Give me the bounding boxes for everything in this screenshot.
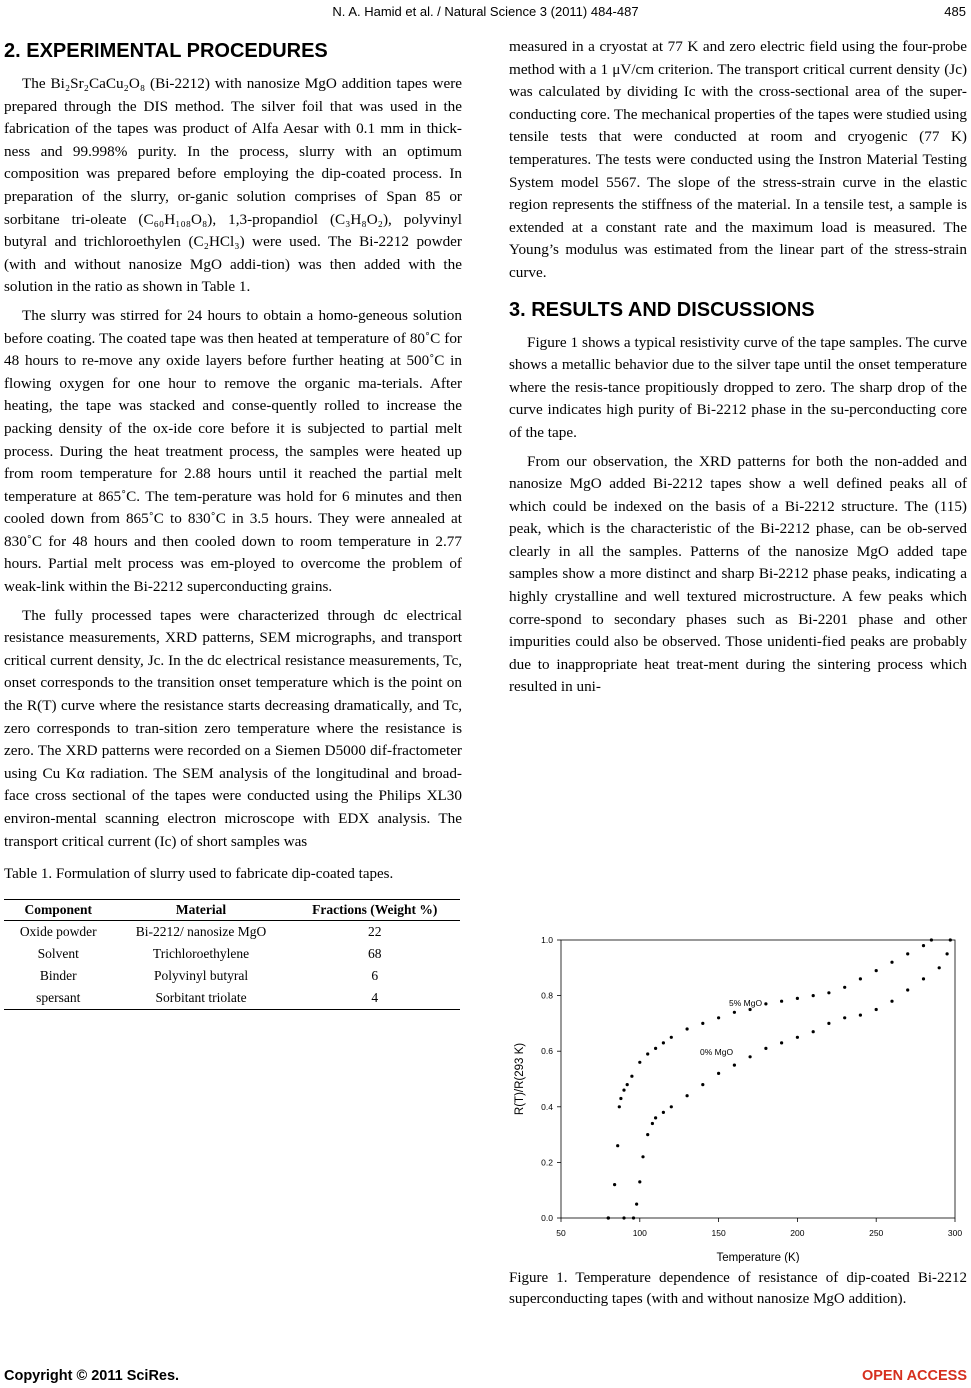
data-point-5-mgo — [619, 1097, 622, 1100]
table-cell: 22 — [368, 924, 382, 940]
table-header-cell: Component — [4, 900, 113, 921]
table-cell: Sorbitant triolate — [113, 987, 290, 1010]
y-tick-label: 0.4 — [541, 1101, 553, 1112]
data-point-0-mgo — [651, 1122, 654, 1125]
data-point-0-mgo — [812, 1030, 815, 1033]
data-point-5-mgo — [662, 1041, 665, 1044]
data-point-0-mgo — [780, 1041, 783, 1044]
open-access-label: OPEN ACCESS — [861, 1368, 967, 1384]
table-1-caption: Table 1. Formulation of slurry used to fabricate dip-coated tapes. — [4, 866, 394, 883]
data-point-5-mgo — [733, 1011, 736, 1014]
section-2-heading: 2. EXPERIMENTAL PROCEDURES — [4, 40, 328, 62]
data-point-5-mgo — [618, 1105, 621, 1108]
data-point-0-mgo — [946, 952, 949, 955]
figure-1 — [509, 928, 967, 1268]
data-point-5-mgo — [638, 1061, 641, 1064]
data-point-5-mgo — [875, 969, 878, 972]
data-point-5-mgo — [622, 1089, 625, 1092]
data-point-0-mgo — [607, 1216, 610, 1219]
data-point-0-mgo — [796, 1036, 799, 1039]
y-tick-label: 0.8 — [541, 990, 553, 1001]
y-tick-label: 0.6 — [541, 1046, 553, 1057]
data-point-0-mgo — [906, 988, 909, 991]
table-header-cell: Material — [113, 900, 290, 921]
data-point-0-mgo — [843, 1016, 846, 1019]
data-point-5-mgo — [780, 1000, 783, 1003]
x-tick-label: 300 — [947, 1228, 963, 1238]
data-point-0-mgo — [749, 1055, 752, 1058]
table-row — [4, 921, 460, 944]
table-row — [4, 987, 460, 1010]
paragraph: The slurry was stirred for 24 hours to obtain a homo-geneous solution before coating. The coated tape was then heated at temperature of 80˚C for 48 hours to re-move any oxide layers before further heating at 500˚C in flowing oxygen for one hour to remove the organic ma-terials. After heating, the tape was stacked and conse-quently rolled to increase the packing density of the ox-ide core before it is subjected to partial melt process. During the heat treatment process, the samples were heated up from room temperature for 2.88 hours until it reached the partial melt temperature at 865˚C. The tem-perature was hold for 6 minutes and then cooled down from 865˚C to 830˚C in 3.5 hours. They were annealed at 830˚C for 48 hours and then cooled down to room temperature in 2.77 hours. Partial melt process was em-ployed to overcome the problem of weak-link within the Bi-2212 superconducting grains. — [4, 306, 462, 596]
data-point-0-mgo — [638, 1180, 641, 1183]
data-point-5-mgo — [922, 944, 925, 947]
running-head: N. A. Hamid et al. / Natural Science 3 (2011) 484-487 — [332, 4, 639, 19]
data-point-0-mgo — [890, 1000, 893, 1003]
copyright: Copyright © 2011 SciRes. — [4, 1368, 180, 1384]
data-point-0-mgo — [662, 1111, 665, 1114]
legend-0-mgo: 0% MgO — [700, 1047, 734, 1057]
x-tick-label: 200 — [790, 1228, 805, 1238]
data-point-5-mgo — [646, 1052, 649, 1055]
table-1 — [4, 899, 460, 1010]
y-tick-label: 0.0 — [541, 1213, 553, 1223]
table-header-cell: Fractions (Weight %) — [290, 900, 460, 921]
data-point-5-mgo — [827, 991, 830, 994]
table-cell: Trichloroethylene — [152, 946, 250, 962]
x-axis-label: Temperature (K) — [716, 1252, 800, 1263]
data-point-5-mgo — [717, 1016, 720, 1019]
table-cell: Binder — [39, 968, 77, 984]
data-point-5-mgo — [630, 1075, 633, 1078]
data-point-5-mgo — [701, 1022, 704, 1025]
data-point-0-mgo — [922, 977, 925, 980]
data-point-5-mgo — [812, 994, 815, 997]
data-point-0-mgo — [949, 938, 952, 941]
data-point-0-mgo — [701, 1083, 704, 1086]
x-tick-label: 250 — [869, 1228, 884, 1238]
data-point-5-mgo — [616, 1144, 619, 1147]
table-cell: Polyvinyl butyral — [153, 968, 249, 984]
data-point-5-mgo — [890, 961, 893, 964]
table-row — [4, 965, 460, 987]
data-point-5-mgo — [670, 1036, 673, 1039]
data-point-5-mgo — [906, 952, 909, 955]
data-point-5-mgo — [764, 1002, 767, 1005]
data-point-0-mgo — [859, 1014, 862, 1017]
table-cell: Bi-2212/ nanosize MgO — [135, 924, 267, 940]
x-tick-label: 100 — [632, 1228, 647, 1238]
table-cell: 6 — [371, 968, 379, 984]
x-tick-label: 50 — [556, 1228, 566, 1238]
data-point-0-mgo — [670, 1105, 673, 1108]
x-tick-label: 150 — [711, 1228, 726, 1238]
paragraph: The Bi₂Sr₂CaCu₂O₈ (Bi-2212) with nanosize MgO addition tapes were prepared through the DIS method. The silver foil that was used in the fabrication of the tapes was product of Alfa Aesar with 0.1 mm in thick-ness and 99.998% purity. In the process, slurry with an optimum composition was prepared before employing the dip-coated process. In preparation of the slurry, or-ganic solution comprises of Span 85 or sorbitane tri-oleate (C₆₀H₁₀₈O₈), 1,3-propandiol (C₃H₈O₂), polyvinyl butyral and trichloroethylen (C₂HCl₃) were used. The Bi-2212 powder (with and without nanosize MgO addi-tion) was then added with the solution in the ratio as shown in Table 1. — [4, 75, 462, 296]
table-header-row — [4, 900, 460, 921]
y-axis-label: R(T)/R(293 K) — [514, 1042, 526, 1116]
y-tick-label: 0.2 — [541, 1157, 553, 1168]
data-point-0-mgo — [632, 1216, 635, 1219]
data-point-5-mgo — [859, 977, 862, 980]
section-3-heading: 3. RESULTS AND DISCUSSIONS — [509, 298, 815, 321]
data-point-0-mgo — [875, 1008, 878, 1011]
legend-5-mgo: 5% MgO — [729, 998, 763, 1008]
data-point-0-mgo — [646, 1133, 649, 1136]
page-number: 485 — [944, 4, 966, 19]
data-point-5-mgo — [686, 1027, 689, 1030]
data-point-5-mgo — [930, 938, 933, 941]
data-point-5-mgo — [796, 997, 799, 1000]
paragraph: Figure 1 shows a typical resistivity curve of the tape samples. The curve shows a metallic behavior due to the silver tape until the onset temperature where the resis-tance propitiously dropped to zero. The sharp drop of the curve indicates high purity of Bi-2212 phase in the su-perconducting core of the tape. — [509, 333, 967, 441]
data-point-0-mgo — [827, 1022, 830, 1025]
data-point-0-mgo — [938, 966, 941, 969]
table-cell: Oxide powder — [19, 924, 97, 940]
data-point-0-mgo — [635, 1203, 638, 1206]
data-point-0-mgo — [641, 1155, 644, 1158]
table-cell: 4 — [290, 987, 460, 1010]
table-cell: spersant — [4, 987, 113, 1010]
data-point-5-mgo — [654, 1047, 657, 1050]
paragraph: From our observation, the XRD patterns for both the non-added and nanosize MgO added Bi-2212 tapes show a well defined peaks all of which could be indexed on the basis of a Bi-2212 structure. The (115) peak, which is the characteristic of the Bi-2212 phase, can be ob-served clearly in all the samples. Patterns of the nanosize MgO added tape samples show a more distinct and sharp Bi-2212 phase peaks, indicating a highly crystalline and well textured microstructure. A few peaks which corre-spond to secondary phases such as Bi-2201 phase and other impurities could also be observed. Those unidenti-fied peaks are probably due to inappropriate heat treat-ment during the sintering process which resulted in uni- — [509, 452, 967, 696]
data-point-0-mgo — [686, 1094, 689, 1097]
paragraph: The fully processed tapes were characterized through dc electrical resistance measurements, XRD patterns, SEM micrographs, and transport critical current density, Jc. In the dc electrical resistance measurements, Tc, onset corresponds to the transition onset temperature which is the point on the R(T) curve where the resistance starts decreasing dramatically, and Tc, zero corresponds to tran-sition zero temperature where the resistance is zero. The XRD patterns were recorded on a Siemen D5000 dif-fractometer using Cu Kα radiation. The SEM analysis of the longitudinal and broad-face cross sectional of the tapes were conducted using the Philips XL30 environ-mental scanning electron microscope with EDX analysis. The transport critical current (Ic) of short samples was — [4, 606, 462, 850]
data-point-0-mgo — [622, 1216, 625, 1219]
table-cell: Solvent — [37, 946, 79, 962]
figure-1-caption: Figure 1. Temperature dependence of resistance of dip-coated Bi-2212 superconducting tapes (with and without nanosize MgO addition). — [509, 1270, 967, 1307]
data-point-0-mgo — [654, 1116, 657, 1119]
data-point-5-mgo — [613, 1183, 616, 1186]
data-point-5-mgo — [843, 986, 846, 989]
data-point-0-mgo — [764, 1047, 767, 1050]
table-cell: 68 — [368, 946, 382, 962]
plot-frame — [561, 940, 955, 1218]
resistance-chart — [509, 928, 967, 1263]
data-point-5-mgo — [749, 1008, 752, 1011]
data-point-5-mgo — [626, 1083, 629, 1086]
data-point-0-mgo — [717, 1072, 720, 1075]
y-tick-label: 1.0 — [541, 935, 553, 945]
figure-caption-block — [509, 1268, 967, 1310]
table-row — [4, 943, 460, 965]
footer — [4, 1360, 967, 1384]
data-point-0-mgo — [733, 1064, 736, 1067]
left-column — [4, 36, 462, 1010]
right-column — [509, 36, 967, 705]
paragraph: measured in a cryostat at 77 K and zero electric field using the four-probe method with a 1 μV/cm criterion. The transport critical current density (Jc) was calculated by dividing Ic with the cross-sectional area of the super-conducting core. The mechanical properties of the tapes were studied using tensile tests that were conducted at room and cryogenic (77 K) temperatures. The tests were conducted using the Instron Material Testing System model 5567. The slope of the stress-strain curve in the elastic region represents the stiffness of the material. In a tensile test, a sample is extended at a constant rate and the maximum load is measured. The Young’s modulus was estimated from the linear part of the stress-strain curve. — [509, 38, 967, 281]
